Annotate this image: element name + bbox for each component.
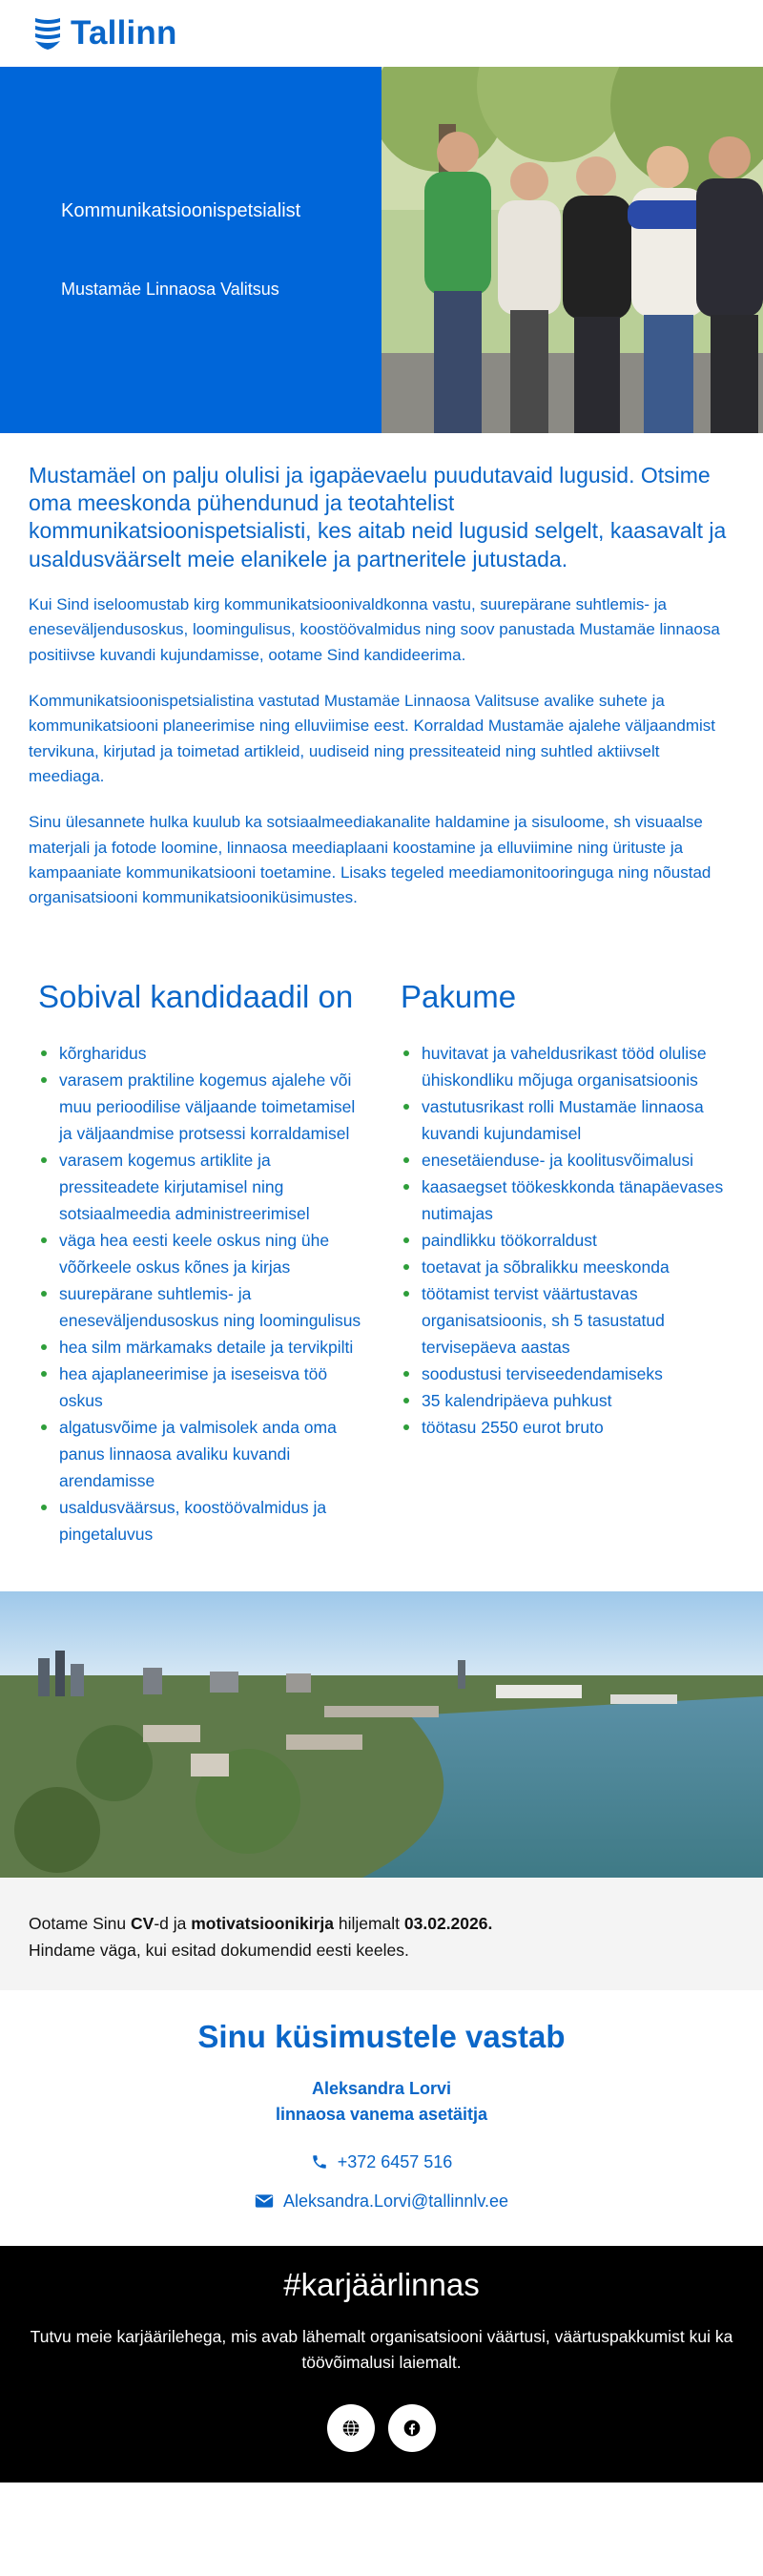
social-links bbox=[0, 2404, 763, 2452]
list-item: 35 kalendripäeva puhkust bbox=[401, 1387, 734, 1414]
language-note: Hindame väga, kui esitad dokumendid eesti keeles. bbox=[29, 1940, 409, 1960]
offer-title: Pakume bbox=[401, 978, 517, 1014]
list-item: hea ajaplaneerimise ja iseseisva töö oskus bbox=[38, 1361, 372, 1414]
tallinn-logo-icon bbox=[34, 16, 61, 51]
list-item: paindlikku töökorraldust bbox=[401, 1227, 734, 1254]
list-item: töötamist tervist väärtustavas organisatsioonis, sh 5 tasustatud tervisepäeva aastas bbox=[401, 1280, 734, 1361]
envelope-icon bbox=[255, 2193, 274, 2209]
list-item: huvitavat ja vaheldusrikast tööd olulise ühiskondliku mõjuga organisatsioonis bbox=[401, 1040, 734, 1093]
list-item: toetavat ja sõbralikku meeskonda bbox=[401, 1254, 734, 1280]
hero-section bbox=[0, 67, 763, 433]
deadline-text: -d ja bbox=[154, 1913, 192, 1933]
team-photo-illustration bbox=[382, 67, 763, 433]
application-deadline bbox=[0, 1878, 763, 1990]
website-link[interactable] bbox=[327, 2404, 375, 2452]
email-address: Aleksandra.Lorvi@tallinnlv.ee bbox=[282, 2191, 509, 2211]
list-item: väga hea eesti keele oskus ning ühe võõrkeele oskus kõnes ja kirjas bbox=[38, 1227, 372, 1280]
candidate-requirements bbox=[38, 980, 372, 1548]
requirements-list bbox=[38, 1040, 372, 1548]
employer-name: Mustamäe Linnaosa Valitsus bbox=[61, 280, 279, 299]
description-paragraph: Sinu ülesannete hulka kuulub ka sotsiaalmeediakanalite haldamine ja sisuloome, sh visuaalse materjali ja fotode loomine, linnaosa meediaplaani koostamine ja elluviimine ning ürituste ja kampaaniate kommunikatsiooni toetamine. Lisaks tegeled meediamonitooringuga ning nõustad organisatsiooni kommunikatsiooniküsimustes. bbox=[29, 813, 711, 907]
career-footer bbox=[0, 2246, 763, 2483]
list-item: vastutusrikast rolli Mustamäe linnaosa kuvandi kujundamisel bbox=[401, 1093, 734, 1147]
deadline-date: 03.02.2026. bbox=[403, 1913, 493, 1933]
description-paragraph: Kui Sind iseloomustab kirg kommunikatsioonivaldkonna vastu, suurepärane suhtlemis- ja eneseväljendusoskus, loomingulisus, koostöövalmidus ning soov panustada Mustamäe linnaosa positiivse kuvandi kujundamisse, ootame Sind kandideerima. bbox=[29, 594, 720, 664]
job-description bbox=[0, 433, 763, 942]
contact-title: Sinu küsimustele vastab bbox=[197, 2018, 566, 2054]
deadline-text: Ootame Sinu bbox=[29, 1913, 131, 1933]
deadline-line bbox=[29, 1910, 734, 1937]
contact-role: linnaosa vanema asetäitja bbox=[275, 2104, 488, 2124]
job-title: Kommunikatsioonispetsialist bbox=[61, 200, 301, 221]
list-item: soodustusi terviseedendamiseks bbox=[401, 1361, 734, 1387]
list-item: varasem praktiline kogemus ajalehe või muu perioodilise väljaande toimetamisel ja väljaandmise protsessi korraldamisel bbox=[38, 1067, 372, 1147]
globe-icon bbox=[341, 2419, 361, 2438]
list-item: usaldusväärsus, koostöövalmidus ja pingetaluvus bbox=[38, 1494, 372, 1548]
city-illustration bbox=[0, 1591, 763, 1878]
logo-text: Tallinn bbox=[71, 14, 177, 52]
city-aerial-photo bbox=[0, 1591, 763, 1878]
list-item: kõrgharidus bbox=[38, 1040, 372, 1067]
contact-section bbox=[0, 1990, 763, 2246]
offer-section bbox=[401, 980, 734, 1548]
cv-label: CV bbox=[131, 1913, 155, 1933]
facebook-link[interactable] bbox=[388, 2404, 436, 2452]
list-item: kaasaegset töökeskkonda tänapäevases nutimajas bbox=[401, 1174, 734, 1227]
contact-email[interactable] bbox=[0, 2192, 763, 2212]
phone-number: +372 6457 516 bbox=[337, 2151, 453, 2171]
description-paragraph: Kommunikatsioonispetsialistina vastutad Mustamäe Linnaosa Valitsuse avalike suhete ja kommunikatsiooni planeerimise ning elluviimise eest. Korraldad Mustamäe ajalehe väljaandmist tervikuna, kirjutad ja toimetad artikleid, uudiseid ning pressiteateid ning suhtled aktiivselt meediaga. bbox=[29, 691, 716, 785]
list-item: töötasu 2550 eurot bruto bbox=[401, 1414, 734, 1441]
contact-name: Aleksandra Lorvi bbox=[311, 2078, 452, 2098]
tallinn-logo[interactable] bbox=[34, 14, 177, 52]
footer-text: Tutvu meie karjäärilehega, mis avab lähemalt organisatsiooni väärtusi, väärtuspakkumist kui ka töövõimalusi laiemalt. bbox=[30, 2326, 733, 2372]
list-item: enesetäienduse- ja koolitusvõimalusi bbox=[401, 1147, 734, 1174]
hero-text-panel bbox=[0, 67, 382, 433]
motivation-letter-label: motivatsioonikirja bbox=[191, 1913, 334, 1933]
contact-phone[interactable] bbox=[0, 2152, 763, 2172]
career-hashtag: #karjäärlinnas bbox=[283, 2266, 480, 2302]
hero-team-photo bbox=[382, 67, 763, 433]
list-item: hea silm märkamaks detaile ja tervikpilti bbox=[38, 1334, 372, 1361]
phone-icon bbox=[311, 2153, 328, 2171]
requirements-and-offer bbox=[0, 942, 763, 1586]
deadline-text: hiljemalt bbox=[333, 1913, 404, 1933]
site-header bbox=[0, 0, 763, 67]
requirements-title: Sobival kandidaadil on bbox=[38, 978, 354, 1014]
facebook-icon bbox=[402, 2419, 422, 2438]
list-item: algatusvõime ja valmisolek anda oma panus linnaosa avaliku kuvandi arendamisse bbox=[38, 1414, 372, 1494]
offer-list bbox=[401, 1040, 734, 1441]
lead-paragraph: Mustamäel on palju olulisi ja igapäevaelu puudutavaid lugusid. Otsime oma meeskonda pühendunud ja teotahtelist kommunikatsioonispetsialisti, kes aitab neid lugusid selgelt, kaasavalt ja usaldusväärselt meie elanikele ja partneritele jutustada. bbox=[29, 463, 727, 571]
list-item: varasem kogemus artiklite ja pressiteadete kirjutamisel ning sotsiaalmeedia administreerimisel bbox=[38, 1147, 372, 1227]
list-item: suurepärane suhtlemis- ja eneseväljendusoskus ning loomingulisus bbox=[38, 1280, 372, 1334]
